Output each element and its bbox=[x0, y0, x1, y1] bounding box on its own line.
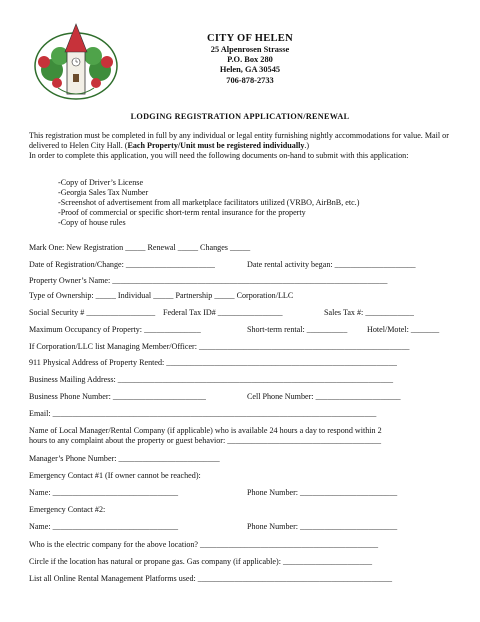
address-line: Helen, GA 30545 bbox=[219, 65, 281, 75]
contact-2-name-field[interactable]: Name: _______________________________ bbox=[29, 522, 179, 531]
intro-text: This registration must be completed in full by any individual or legal entity furnishing nightly accommodations for value. Mail or delivered to Helen City Hall. ( bbox=[29, 131, 449, 150]
city-header bbox=[150, 33, 350, 86]
intro-bold-text: Each Property/Unit must be registered individually bbox=[127, 141, 305, 150]
cell-phone-field[interactable]: Cell Phone Number: _____________________ bbox=[247, 392, 401, 401]
emergency-contact-1-heading: Emergency Contact #1 (If owner cannot be reached): bbox=[29, 471, 201, 480]
intro-paragraph bbox=[29, 131, 459, 161]
contact-2-phone-field[interactable]: Phone Number: ________________________ bbox=[247, 522, 398, 531]
city-seal-logo bbox=[30, 22, 122, 104]
required-documents-list bbox=[58, 178, 438, 228]
local-manager-label: Name of Local Manager/Rental Company (if applicable) who is available 24 hours a day to respond within 2 bbox=[29, 426, 382, 435]
intro-instructions: In order to complete this application, you will need the following documents on-hand to submit with this application: bbox=[29, 151, 409, 160]
emergency-contact-2-heading: Emergency Contact #2: bbox=[29, 505, 106, 514]
electric-company-field[interactable]: Who is the electric company for the above location? ____________________________________________ bbox=[29, 540, 379, 549]
mark-one-field[interactable]: Mark One: New Registration _____ Renewal _____ Changes _____ bbox=[29, 243, 251, 252]
short-term-rental-field[interactable]: Short-term rental: __________ bbox=[247, 325, 348, 334]
contact-1-phone-field[interactable]: Phone Number: ________________________ bbox=[247, 488, 398, 497]
contact-1-name-field[interactable]: Name: _______________________________ bbox=[29, 488, 179, 497]
local-manager-field[interactable]: hours to any complaint about the property or guest behavior: ______________________________________ bbox=[29, 436, 382, 445]
form-title: LODGING REGISTRATION APPLICATION/RENEWAL bbox=[130, 112, 350, 121]
physical-address-field[interactable]: 911 Physical Address of Property Rented: _________________________________________________________ bbox=[29, 358, 397, 367]
date-rental-began-field[interactable]: Date rental activity began: ____________________ bbox=[247, 260, 416, 269]
ssn-field[interactable]: Social Security # _________________ bbox=[29, 308, 156, 317]
address-line: 25 Alpenrosen Strasse bbox=[210, 45, 290, 54]
document-item: -Copy of Driver’s License bbox=[58, 178, 144, 187]
mailing-address-field[interactable]: Business Mailing Address: ____________________________________________________________________ bbox=[29, 375, 393, 384]
ownership-type-field[interactable]: Type of Ownership: _____ Individual _____ Partnership _____ Corporation/LLC bbox=[29, 291, 294, 300]
date-registration-field[interactable]: Date of Registration/Change: ______________________ bbox=[29, 260, 215, 269]
max-occupancy-field[interactable]: Maximum Occupancy of Property: ______________ bbox=[29, 325, 201, 334]
intro-text-end: .) bbox=[304, 141, 310, 150]
owner-name-field[interactable]: Property Owner’s Name: ____________________________________________________________________ bbox=[29, 276, 388, 285]
rental-platforms-field[interactable]: List all Online Rental Management Platforms used: ________________________________________________ bbox=[29, 574, 393, 583]
address-line: 706-878-2733 bbox=[226, 75, 274, 85]
sales-tax-field[interactable]: Sales Tax #: ____________ bbox=[324, 308, 414, 317]
federal-tax-id-field[interactable]: Federal Tax ID# ________________ bbox=[163, 308, 283, 317]
manager-phone-field[interactable]: Manager’s Phone Number: _________________________ bbox=[29, 454, 220, 463]
business-phone-field[interactable]: Business Phone Number: _______________________ bbox=[29, 392, 206, 401]
gas-company-field[interactable]: Circle if the location has natural or propane gas. Gas company (if applicable): ______________________ bbox=[29, 557, 372, 566]
address-line: P.O. Box 280 bbox=[227, 55, 273, 65]
email-field[interactable]: Email: ________________________________________________________________________________ bbox=[29, 409, 377, 418]
city-name: CITY OF HELEN bbox=[207, 33, 293, 44]
document-item: -Copy of house rules bbox=[58, 218, 126, 228]
hotel-motel-field[interactable]: Hotel/Motel: _______ bbox=[367, 325, 440, 334]
managing-member-field[interactable]: If Corporation/LLC list Managing Member/Officer: ____________________________________________________ bbox=[29, 342, 410, 351]
document-item: -Proof of commercial or specific short-term rental insurance for the property bbox=[58, 208, 306, 218]
document-item: -Georgia Sales Tax Number bbox=[58, 188, 149, 198]
document-item: -Screenshot of advertisement from all marketplace facilitators utilized (VRBO, AirBnB, etc.) bbox=[58, 198, 360, 208]
